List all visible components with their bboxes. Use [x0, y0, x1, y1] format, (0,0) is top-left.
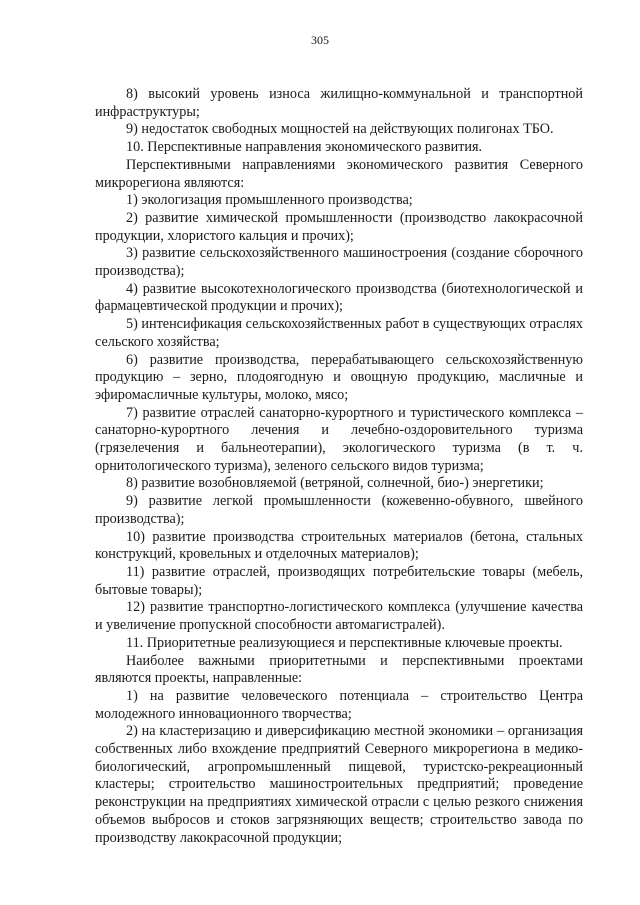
list-item: 8) развитие возобновляемой (ветряной, солнечной, био-) энергетики;: [126, 475, 544, 492]
list-item: 2) развитие химической промышленности (производство лакокрасочной продукции, хлористого кальция и прочих);: [95, 209, 583, 244]
paragraph: Наиболее важными приоритетными и перспективными проектами являются проекты, направленные:: [95, 652, 583, 687]
list-item: 11) развитие отраслей, производящих потребительские товары (мебель, бытовые товары);: [95, 563, 583, 598]
paragraph: 8) высокий уровень износа жилищно-коммунальной и транспортной инфраструктуры;: [95, 86, 583, 120]
list-item: 5) интенсификация сельскохозяйственных работ в существующих отраслях сельского хозяйства;: [95, 316, 583, 350]
list-item: 1) на развитие человеческого потенциала – строительство Центра молодежного инновационного творчества;: [95, 687, 583, 722]
list-item: 4) развитие высокотехнологического производства (биотехнологической и фармацевтической продукции и прочих);: [95, 280, 583, 315]
section-heading: 10. Перспективные направления экономического развития.: [126, 139, 483, 156]
paragraph: 9) недостаток свободных мощностей на действующих полигонах ТБО.: [126, 121, 554, 138]
list-item: 9) развитие легкой промышленности (кожевенно-обувного, швейного производства);: [95, 493, 583, 527]
page-number: 305: [311, 33, 329, 47]
list-item: 1) экологизация промышленного производства;: [126, 192, 413, 209]
list-item: 2) на кластеризацию и диверсификацию местной экономики – организация собственных либо вхождение предприятий Северного микрорегиона в медико-биологический, агропромышленный пищевой, туристско-рекреационный кластеры; строительство машиностроительных предприятий; проведение реконструкции на предприятиях химической отрасли с целью резкого снижения объемов выбросов и стоков загрязняющих веществ; строительство завода по производству лакокрасочной продукции;: [95, 723, 583, 846]
paragraph: Перспективными направлениями экономического развития Северного микрорегиона являются:: [95, 156, 583, 191]
section-heading: 11. Приоритетные реализующиеся и перспективные ключевые проекты.: [126, 634, 563, 651]
list-item: 10) развитие производства строительных материалов (бетона, стальных конструкций, кровельных и отделочных материалов);: [95, 528, 583, 563]
list-item: 7) развитие отраслей санаторно-курортного и туристического комплекса – санаторно-курортного лечения и лечебно-оздоровительного туризма (грязелечения и бальнеотерапии), экологического туризма (в т. ч. орнитологического туризма), зеленого сельского видов туризма;: [95, 404, 583, 474]
document-body: [95, 86, 583, 847]
list-item: 12) развитие транспортно-логистического комплекса (улучшение качества и увеличение пропускной способности автомагистралей).: [95, 599, 583, 634]
list-item: 3) развитие сельскохозяйственного машиностроения (создание сборочного производства);: [95, 245, 583, 280]
list-item: 6) развитие производства, перерабатывающего сельскохозяйственную продукцию – зерно, плодоягодную и овощную продукцию, масличные и эфиромасличные культуры, молоко, мясо;: [95, 351, 583, 403]
